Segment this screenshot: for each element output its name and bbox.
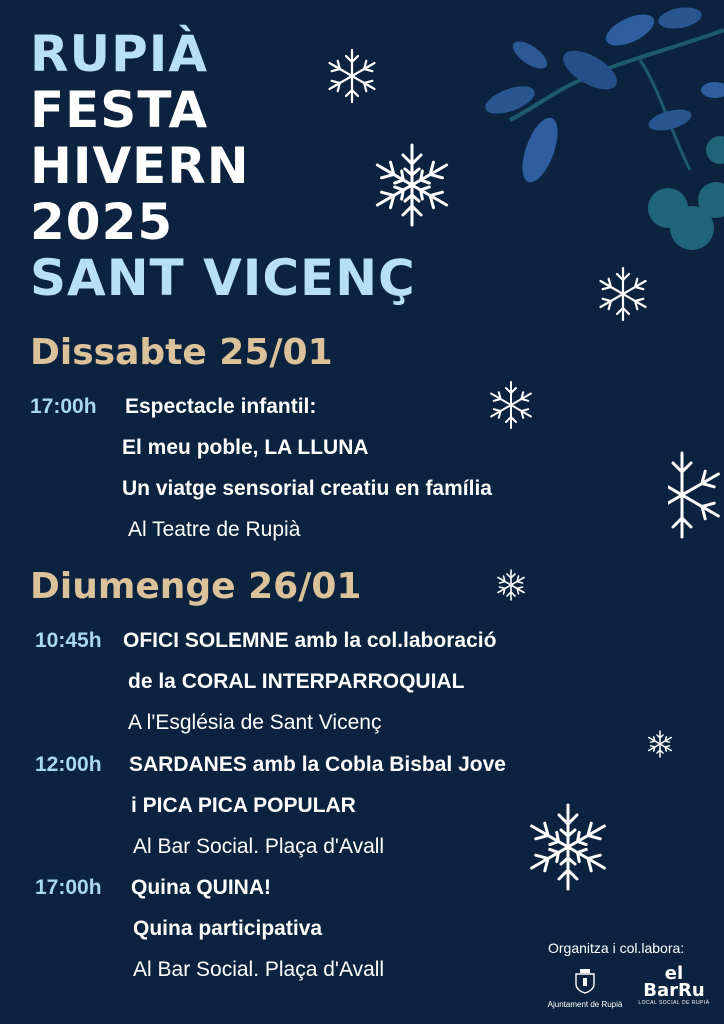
event-line: i PICA PICA POPULAR (131, 794, 356, 817)
poster-title-line-5: SANT VICENÇ (30, 249, 416, 307)
snowflake-icon (668, 448, 724, 542)
snowflake-icon (322, 46, 382, 106)
barru-logo (632, 963, 716, 1006)
event-time: 12:00h (35, 753, 102, 776)
event-location: Al Teatre de Rupià (128, 518, 301, 541)
ajuntament-logo-text: Ajuntament de Rupià (547, 1000, 623, 1009)
event-line: Quina participativa (133, 917, 323, 940)
event-line: Un viatge sensorial creatiu en família (122, 477, 492, 500)
organizers-label: Organitza i col.labora: (548, 940, 685, 956)
event-time: 17:00h (35, 876, 102, 899)
event-line: El meu poble, LA LLUNA (122, 436, 369, 459)
barru-logo-el: el (664, 963, 684, 984)
poster-title-line-1: RUPIÀ (30, 25, 209, 83)
event-line: SARDANES amb la Cobla Bisbal Jove (129, 753, 506, 776)
snowflake-icon (486, 378, 536, 432)
snowflake-icon (370, 140, 454, 230)
day-heading-saturday: Dissabte 25/01 (30, 332, 333, 373)
snowflake-icon (526, 800, 610, 894)
poster-title-line-3: HIVERN (30, 137, 250, 195)
event-location: Al Bar Social. Plaça d'Avall (133, 958, 385, 981)
event-time: 10:45h (35, 629, 102, 652)
event-line: de la CORAL INTERPARROQUIAL (128, 670, 465, 693)
event-line: OFICI SOLEMNE amb la col.laboració (123, 629, 497, 652)
event-location: Al Bar Social. Plaça d'Avall (133, 835, 385, 858)
ajuntament-logo (540, 968, 630, 1009)
poster-title-line-4: 2025 (30, 193, 174, 251)
snowflake-icon (645, 728, 675, 760)
poster-title-line-2: FESTA (30, 81, 209, 139)
barru-logo-subtitle: LOCAL SOCIAL DE RUPIÀ (638, 1000, 710, 1006)
barru-logo-name: BarRu (643, 980, 705, 1001)
event-location: A l'Església de Sant Vicenç (128, 711, 382, 734)
snowflake-icon (494, 567, 528, 603)
leafy-branch-illustration (470, 0, 724, 260)
event-line: Espectacle infantil: (125, 395, 317, 418)
event-time: 17:00h (30, 395, 97, 418)
event-line: Quina QUINA! (131, 876, 271, 899)
snowflake-icon (594, 264, 652, 324)
day-heading-sunday: Diumenge 26/01 (30, 566, 362, 607)
coat-of-arms-icon (574, 968, 596, 994)
